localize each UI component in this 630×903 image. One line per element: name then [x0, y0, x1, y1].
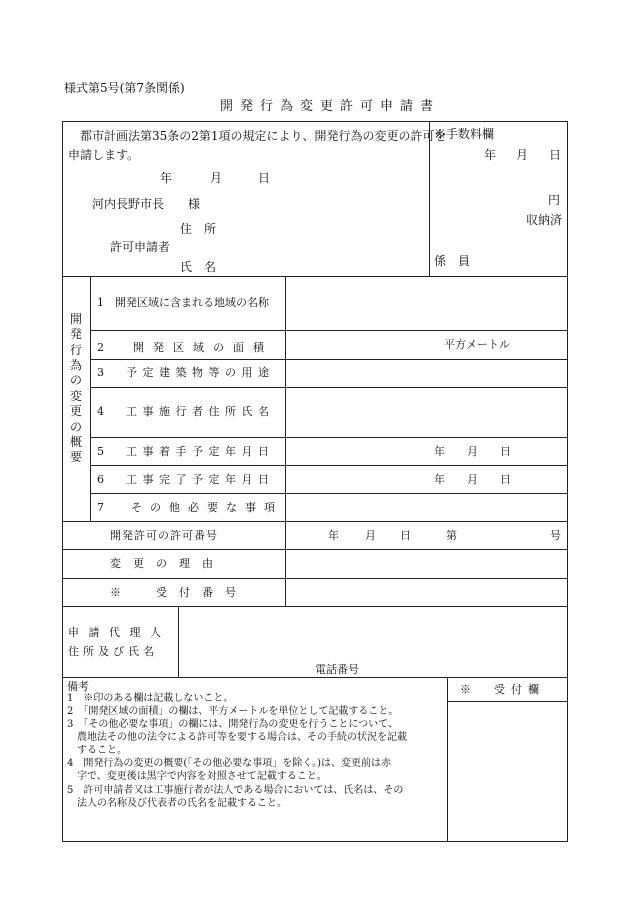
fee-received: 収納済	[526, 213, 563, 227]
row-label-building-use: 3 予定建築物等の用途	[97, 366, 275, 379]
receipt-number-label: ※ 受付番号	[110, 586, 248, 599]
receipt-column-header: ※ 受付欄	[460, 683, 545, 696]
row-label-other: 7 その他必要な事項	[97, 501, 283, 514]
row-label-contractor: 4 工事施行者住所氏名	[97, 405, 275, 418]
agent-label-1: 申請代理人	[68, 626, 171, 639]
permit-dai: 第	[446, 529, 457, 542]
permit-year: 年	[328, 529, 339, 542]
overview-side-label: 開発行為の変更の概要	[69, 312, 82, 465]
applicant-name-label: 氏 名	[180, 260, 217, 274]
note-4b: 字で、変更後は黒字で内容を対照させて記載すること。	[67, 771, 327, 782]
date-month: 月	[210, 171, 223, 185]
row-value-end-date: 年 月 日	[434, 473, 511, 486]
note-2: 2 「開発区域の面積」の欄は、平方メートルを単位として記載すること。	[67, 706, 399, 717]
intro-text-line2: 申請します。	[68, 148, 140, 162]
fee-date-year: 年	[484, 148, 497, 162]
fee-header: ※手数料欄	[434, 127, 495, 141]
note-4a: 4 開発行為の変更の概要(「その他必要な事項」を除く。)は、変更前は赤	[67, 758, 391, 769]
permit-go: 号	[550, 529, 561, 542]
date-year: 年	[160, 171, 173, 185]
row-value-start-date: 年 月 日	[434, 445, 511, 458]
change-reason-label: 変更の理由	[110, 557, 225, 570]
row-label-start-date: 5 工事着手予定年月日	[97, 445, 275, 458]
addressee: 河内長野市長 様	[92, 197, 201, 211]
form-title: 開発行為変更許可申請書	[220, 99, 441, 114]
note-5b: 法人の名称及び代表者の氏名を記載すること。	[67, 798, 287, 809]
permit-number-label: 開発許可の許可番号	[110, 529, 218, 542]
permit-day: 日	[400, 529, 411, 542]
agent-phone-label: 電話番号	[315, 663, 359, 676]
applicant-label: 許可申請者	[110, 240, 171, 254]
note-3b: 農地法その他の法令による許可等を要する場合は、その手続の状況を記載	[67, 732, 407, 743]
notes-title: 備考	[67, 680, 89, 693]
date-day: 日	[258, 171, 271, 185]
fee-date-month: 月	[516, 148, 529, 162]
note-3c: すること。	[67, 745, 127, 756]
row-label-area-size: 2 開発区域の面積	[97, 341, 273, 354]
note-1: 1 ※印のある欄は記載しないこと。	[67, 693, 234, 704]
fee-staff: 係 員	[434, 254, 471, 268]
note-3a: 3 「その他必要な事項」の欄には、開発行為の変更を行うことについて、	[67, 719, 398, 730]
row-value-area-size: 平方メートル	[444, 338, 510, 351]
applicant-address-label: 住 所	[180, 222, 217, 236]
fee-date-day: 日	[549, 148, 562, 162]
form-number: 様式第5号(第7条関係)	[64, 81, 185, 95]
permit-month: 月	[365, 529, 376, 542]
agent-label-2: 住所及び氏名	[68, 645, 158, 658]
row-label-end-date: 6 工事完了予定年月日	[97, 473, 275, 486]
intro-text-line1: 都市計画法第35条の2第1項の規定により、開発行為の変更の許可を	[80, 129, 447, 143]
note-5a: 5 許可申請者又は工事施行者が法人である場合においては、氏名は、その	[67, 785, 404, 796]
fee-yen: 円	[548, 193, 561, 207]
row-label-area-name: 1 開発区域に含まれる地域の名称	[97, 296, 269, 309]
